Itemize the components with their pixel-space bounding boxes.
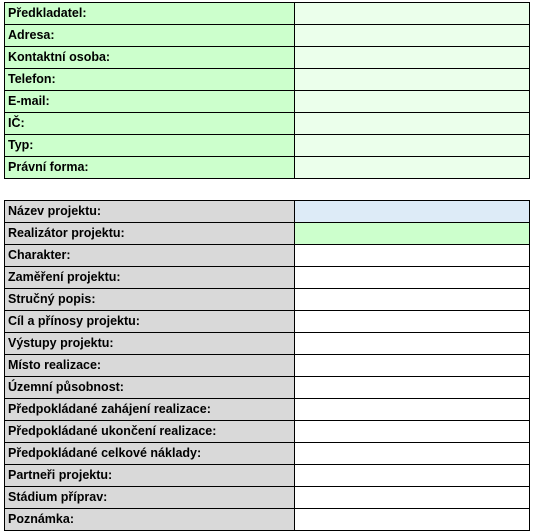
project-value-naklady[interactable] — [295, 443, 530, 465]
project-row — [5, 289, 530, 311]
project-row — [5, 333, 530, 355]
project-value-ukonceni[interactable] — [295, 421, 530, 443]
project-label-cil-prinosy: Cíl a přínosy projektu: — [5, 311, 295, 333]
project-table — [4, 200, 530, 531]
project-value-stadium[interactable] — [295, 487, 530, 509]
applicant-value-typ[interactable] — [295, 135, 530, 157]
project-label-strucny-popis: Stručný popis: — [5, 289, 295, 311]
project-row — [5, 201, 530, 223]
project-label-zamereni: Zaměření projektu: — [5, 267, 295, 289]
project-label-misto-realizace: Místo realizace: — [5, 355, 295, 377]
project-value-poznamka[interactable] — [295, 509, 530, 531]
applicant-table — [4, 2, 530, 179]
project-label-stadium: Stádium příprav: — [5, 487, 295, 509]
applicant-row — [5, 91, 530, 113]
applicant-value-adresa[interactable] — [295, 25, 530, 47]
project-label-realizator: Realizátor projektu: — [5, 223, 295, 245]
project-row — [5, 267, 530, 289]
applicant-row — [5, 113, 530, 135]
applicant-label-telefon: Telefon: — [5, 69, 295, 91]
project-label-partneri: Partneři projektu: — [5, 465, 295, 487]
project-value-charakter[interactable] — [295, 245, 530, 267]
applicant-label-typ: Typ: — [5, 135, 295, 157]
project-value-misto-realizace[interactable] — [295, 355, 530, 377]
project-value-partneri[interactable] — [295, 465, 530, 487]
project-value-uzemni-pusobnost[interactable] — [295, 377, 530, 399]
project-value-strucny-popis[interactable] — [295, 289, 530, 311]
applicant-row — [5, 69, 530, 91]
project-label-nazev: Název projektu: — [5, 201, 295, 223]
applicant-row — [5, 47, 530, 69]
applicant-value-email[interactable] — [295, 91, 530, 113]
project-label-poznamka: Poznámka: — [5, 509, 295, 531]
project-value-realizator[interactable] — [295, 223, 530, 245]
project-value-vystupy[interactable] — [295, 333, 530, 355]
project-row — [5, 399, 530, 421]
project-row — [5, 311, 530, 333]
applicant-value-kontaktni-osoba[interactable] — [295, 47, 530, 69]
applicant-value-pravni-forma[interactable] — [295, 157, 530, 179]
applicant-label-email: E-mail: — [5, 91, 295, 113]
project-row — [5, 377, 530, 399]
applicant-label-pravni-forma: Právní forma: — [5, 157, 295, 179]
project-value-nazev[interactable] — [295, 201, 530, 223]
applicant-row — [5, 25, 530, 47]
applicant-value-ic[interactable] — [295, 113, 530, 135]
applicant-label-kontaktni-osoba: Kontaktní osoba: — [5, 47, 295, 69]
project-row — [5, 509, 530, 531]
project-row — [5, 245, 530, 267]
project-label-charakter: Charakter: — [5, 245, 295, 267]
project-row — [5, 443, 530, 465]
project-row — [5, 487, 530, 509]
project-label-ukonceni: Předpokládané ukončení realizace: — [5, 421, 295, 443]
project-value-cil-prinosy[interactable] — [295, 311, 530, 333]
project-label-zahajeni: Předpokládané zahájení realizace: — [5, 399, 295, 421]
project-label-vystupy: Výstupy projektu: — [5, 333, 295, 355]
applicant-row — [5, 157, 530, 179]
applicant-label-ic: IČ: — [5, 113, 295, 135]
applicant-value-predkladatel[interactable] — [295, 3, 530, 25]
project-row — [5, 465, 530, 487]
applicant-label-predkladatel: Předkladatel: — [5, 3, 295, 25]
project-label-naklady: Předpokládané celkové náklady: — [5, 443, 295, 465]
applicant-label-adresa: Adresa: — [5, 25, 295, 47]
applicant-row — [5, 135, 530, 157]
project-value-zahajeni[interactable] — [295, 399, 530, 421]
project-label-uzemni-pusobnost: Územní působnost: — [5, 377, 295, 399]
project-row — [5, 355, 530, 377]
applicant-value-telefon[interactable] — [295, 69, 530, 91]
project-row — [5, 223, 530, 245]
applicant-row — [5, 3, 530, 25]
project-value-zamereni[interactable] — [295, 267, 530, 289]
project-row — [5, 421, 530, 443]
